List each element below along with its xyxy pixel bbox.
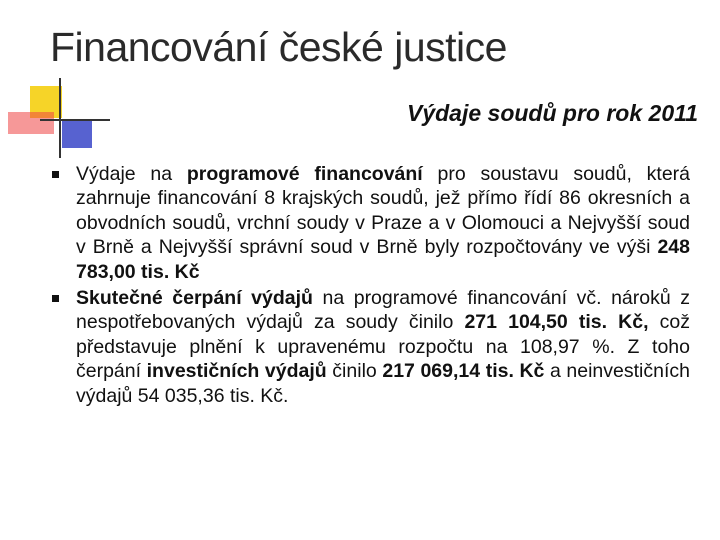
- bold-amount: 217 069,14 tis. Kč: [382, 360, 545, 383]
- text: pro soustavu soudů, která zahrnuje financování 8 krajských soudů, jež přímo řídí 86 okresních a obvodních soudů, vrchní soudy v Praze a v Olomouci a Nejvyšší soud v Brně a Nejvyšší správní soud v Brně byly rozpočtovány ve výši: [76, 163, 690, 259]
- bullet-list: [50, 162, 690, 410]
- bold-amount: 271 104,50 tis. Kč,: [464, 311, 649, 334]
- bold-text: programové financování: [186, 163, 423, 185]
- square-bullet-icon: [52, 171, 59, 178]
- blue-square: [62, 120, 92, 148]
- red-square: [8, 112, 54, 134]
- bold-amount: 248 783,00 tis. Kč: [76, 236, 690, 283]
- bullet-item-budget: [50, 162, 690, 284]
- bold-text: Skutečné čerpání výdajů: [76, 287, 313, 310]
- decorative-squares: [0, 0, 110, 160]
- text: činilo: [326, 360, 383, 383]
- bold-text: investičních výdajů: [146, 360, 327, 383]
- text: Výdaje na: [76, 163, 187, 185]
- text: na programové financování vč. nároků z nespotřebovaných výdajů za soudy činilo: [76, 287, 690, 334]
- slide-subtitle: Výdaje soudů pro rok 2011: [406, 100, 698, 126]
- text: a neinvestičních výdajů 54 035,36 tis. Kč.: [76, 360, 690, 407]
- text: což představuje plnění k upravenému rozpočtu na 108,97 %. Z toho čerpání: [76, 311, 691, 383]
- bullet-item-spending: [50, 286, 690, 408]
- slide-title: Financování české justice: [50, 24, 507, 70]
- square-bullet-icon: [52, 295, 59, 302]
